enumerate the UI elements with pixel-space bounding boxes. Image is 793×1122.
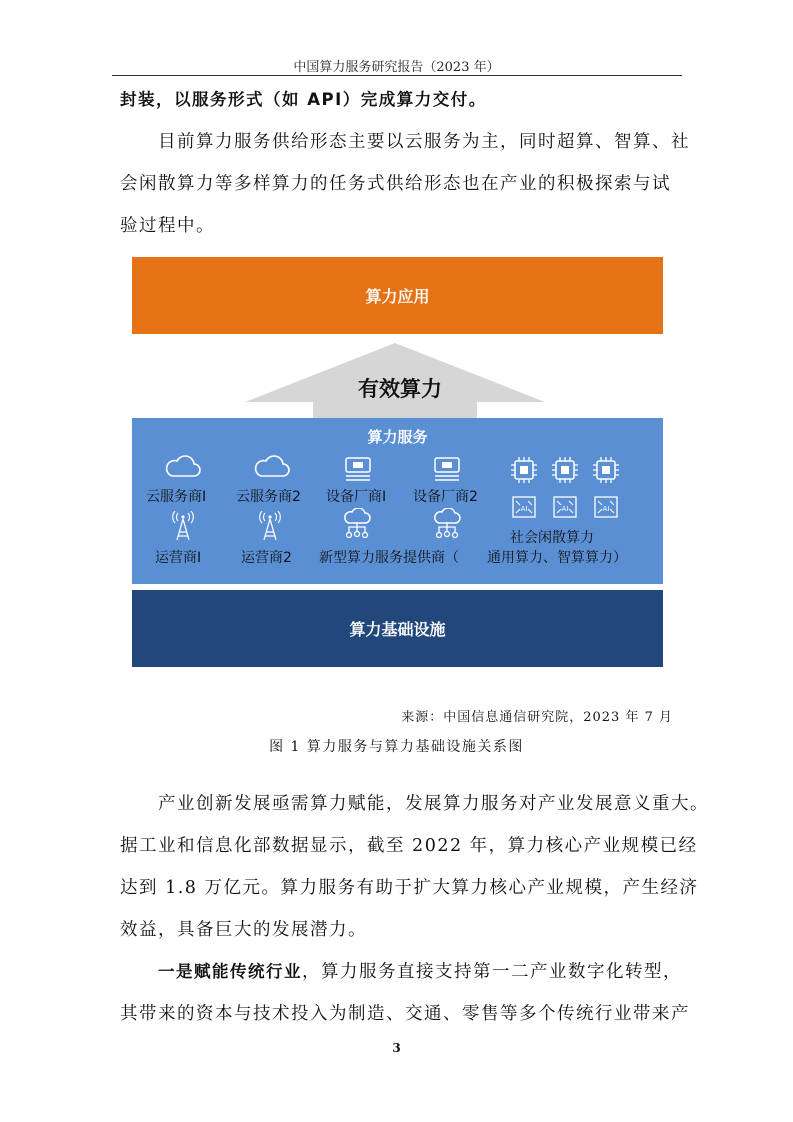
antenna-tower-icon <box>257 511 283 541</box>
cloud-provider-1-label: 云服务商Ⅰ <box>146 489 207 505</box>
ai-chip-icon <box>593 495 619 519</box>
cloud-icon <box>253 453 291 479</box>
operator-1-label: 运营商Ⅰ <box>155 550 202 566</box>
chip-icon <box>550 455 580 485</box>
compute-infrastructure-bar <box>132 590 663 667</box>
paragraph-line: 据工业和信息化部数据显示，截至 2022 年，算力核心产业规模已经 <box>120 836 698 856</box>
idle-compute-label: 社会闲散算力 <box>510 530 594 546</box>
paragraph-line: 会闲散算力等多样算力的任务式供给形态也在产业的积极探索与试 <box>120 174 671 194</box>
cloud-provider-2-label: 云服务商2 <box>236 489 301 505</box>
svg-text:AI: AI <box>602 505 610 513</box>
chip-icon <box>509 455 539 485</box>
ai-chip-icon <box>552 495 578 519</box>
compute-infrastructure-label: 算力基础设施 <box>349 620 446 639</box>
effective-compute-label: 有效算力 <box>358 377 442 401</box>
server-device-icon <box>432 456 462 482</box>
cloud-icon <box>164 453 202 479</box>
device-vendor-1-label: 设备厂商Ⅰ <box>326 489 387 505</box>
paragraph-line: 验过程中。 <box>120 216 215 236</box>
paragraph-line <box>158 958 682 983</box>
compute-application-bar <box>132 257 663 334</box>
new-provider-label: 新型算力服务提供商（ <box>319 550 459 566</box>
paragraph-line: 达到 1.8 万亿元。算力服务有助于扩大算力核心产业规模，产生经济 <box>120 878 699 898</box>
emphasis-text: 一是赋能传统行业 <box>158 962 302 981</box>
figure-caption: 图 1 算力服务与算力基础设施关系图 <box>269 739 524 755</box>
svg-text:AI: AI <box>520 505 528 513</box>
intro-line: 封装，以服务形式（如 API）完成算力交付。 <box>120 90 487 109</box>
paragraph-text: ，算力服务直接支持第一二产业数字化转型， <box>302 962 682 982</box>
paragraph-line: 产业创新发展亟需算力赋能，发展算力服务对产业发展意义重大。 <box>158 794 709 814</box>
paragraph-line: 目前算力服务供给形态主要以云服务为主，同时超算、智算、社 <box>158 132 690 152</box>
ai-chip-icon <box>511 495 537 519</box>
header-rule <box>112 75 682 76</box>
compute-service-title: 算力服务 <box>367 428 428 446</box>
device-vendor-2-label: 设备厂商2 <box>413 489 478 505</box>
running-header: 中国算力服务研究报告（2023 年） <box>293 60 500 75</box>
svg-text:AI: AI <box>561 505 569 513</box>
paragraph-line: 其带来的资本与技术投入为制造、交通、零售等多个传统行业带来产 <box>120 1004 690 1024</box>
paragraph-line: 效益，具备巨大的发展潜力。 <box>120 920 367 940</box>
antenna-tower-icon <box>170 511 196 541</box>
cloud-network-icon <box>341 508 373 540</box>
figure-source: 来源：中国信息通信研究院，2023 年 7 月 <box>401 710 673 725</box>
idle-compute-sub-label: 通用算力、智算算力） <box>487 550 627 566</box>
cloud-network-icon <box>431 508 463 540</box>
chip-icon <box>591 455 621 485</box>
compute-application-label: 算力应用 <box>365 287 430 306</box>
operator-2-label: 运营商2 <box>241 550 292 566</box>
server-device-icon <box>343 456 373 482</box>
page-number: 3 <box>392 1041 401 1055</box>
